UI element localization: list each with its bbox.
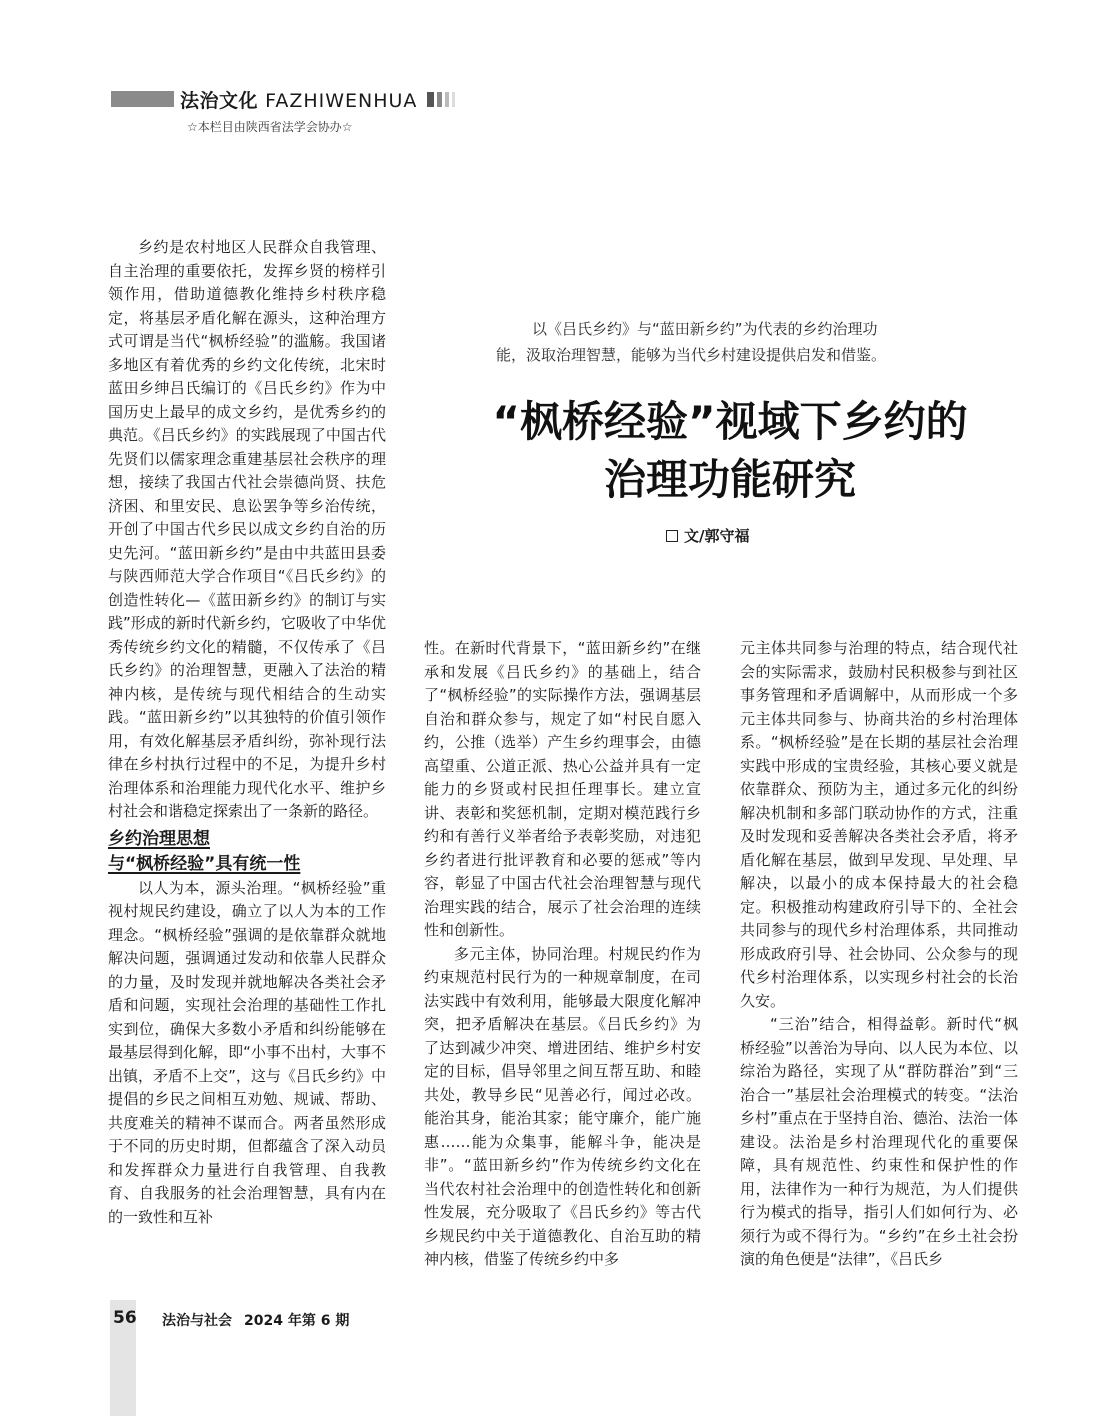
- article-title: [430, 393, 1030, 509]
- column-header: [180, 86, 417, 113]
- paragraph: 乡约是农村地区人民群众自我管理、自主治理的重要依托，发挥乡贤的榜样引领作用，借助道德教化维持乡村秩序稳定，将基层矛盾化解在源头，这种治理方式可谓是当代“枫桥经验”的滥觞。我国诸多地区有着优秀的乡约文化传统，北宋时蓝田乡绅吕氏编订的《吕氏乡约》作为中国历史上最早的成文乡约，是优秀乡约的典范。《吕氏乡约》的实践展现了中国古代先贤们以儒家理念重建基层社会秩序的理想，接续了我国古代社会崇德尚贤、扶危济困、和里安民、息讼罢争等乡治传统，开创了中国古代乡民以成文乡约自治的历史先河。“蓝田新乡约”是由中共蓝田县委与陕西师范大学合作项目“《吕氏乡约》的创造性转化—《蓝田新乡约》的制订与实践”形成的新时代新乡约，它吸收了中华优秀传统乡约文化的精髓，不仅传承了《吕氏乡约》的治理智慧，更融入了法治的精神内核，是传统与现代相结合的生动实践。“蓝田新乡约”以其独特的价值引领作用，有效化解基层矛盾纠纷，弥补现行法律在乡村执行过程中的不足，为提升乡村治理体系和治理能力现代化水平、维护乡村社会和谐稳定探索出了一条新的路径。: [108, 238, 386, 820]
- paragraph: “三治”结合，相得益彰。新时代“枫桥经验”以善治为导向、以人民为本位、以综治为路径，实现了从“群防群治”到“三治合一”基层社会治理模式的转变。“法治乡村”重点在于坚持自治、德治、法治一体建设。法治是乡村治理现代化的重要保障，具有规范性、约束性和保护性的作用，法律作为一种行为规范，为人们提供行为模式的指导，指引人们如何行为、必须行为或不得行为。“乡约”在乡土社会扮演的角色便是“法律”，《吕氏乡: [740, 1015, 1018, 1268]
- paragraph: 以人为本，源头治理。“枫桥经验”重视村规民约建设，确立了以人为本的工作理念。“枫桥经验”强调的是依靠群众就地解决问题，强调通过发动和依靠人民群众的力量，及时发现并就地解决各类社会矛盾和问题，实现社会治理的基础性工作扎实到位，确保大多数小矛盾和纠纷能够在最基层得到化解，即“小事不出村，大事不出镇，矛盾不上交”，这与《吕氏乡约》中提倡的乡民之间相互劝勉、规诫、帮助、共度难关的精神不谋而合。两者虽然形成于不同的历史时期，但都蕴含了深入动员和发挥群众力量进行自我管理、自我教育、自我服务的社会治理智慧，具有内在的一致性和互补: [108, 878, 386, 1226]
- column-1: [108, 236, 386, 1229]
- title-line-2: 治理功能研究: [603, 455, 856, 504]
- journal-name: 法治与社会: [162, 1313, 232, 1329]
- header-marks: [427, 92, 458, 107]
- square-icon: [666, 530, 678, 542]
- journal-issue: 2024 年第 6 期: [244, 1313, 350, 1329]
- section-heading-line-2: 与“枫桥经验”具有统一性: [108, 853, 301, 874]
- author-name: 文/郭守福: [684, 527, 750, 545]
- column-3: [740, 637, 1018, 1272]
- section-heading-line-1: 乡约治理思想: [108, 828, 210, 849]
- title-line-1: “枫桥经验”视域下乡约的: [492, 397, 968, 446]
- column-2: [424, 637, 701, 1272]
- lead-text: [470, 316, 970, 368]
- column-sponsor: ☆本栏目由陕西省法学会协办☆: [187, 120, 353, 134]
- column-title-en: FAZHIWENHUA: [265, 90, 418, 112]
- author-byline: [666, 525, 749, 546]
- lead-line-1: 以《吕氏乡约》与“蓝田新乡约”为代表的乡约治理功: [532, 320, 878, 338]
- page-number: 56: [113, 1308, 137, 1328]
- journal-footer: [162, 1310, 349, 1330]
- column-title-cn: 法治文化: [180, 90, 259, 112]
- header-bar: [111, 91, 174, 107]
- paragraph: 性。在新时代背景下，“蓝田新乡约”在继承和发展《吕氏乡约》的基础上，结合了“枫桥经验”的实际操作方法，强调基层自治和群众参与，规定了如“村民自愿入约，公推（选举）产生乡约理事会，由德高望重、公道正派、热心公益并具有一定能力的乡贤或村民担任理事长。建立宣讲、表彰和奖惩机制，定期对模范践行乡约和有善行义举者给予表彰奖励，对违犯乡约者进行批评教育和必要的惩戒”等内容，彰显了中国古代社会治理智慧与现代治理实践的结合，展示了社会治理的连续性和创新性。: [424, 639, 701, 939]
- section-heading: [108, 827, 386, 877]
- paragraph: 元主体共同参与治理的特点，结合现代社会的实际需求，鼓励村民积极参与到社区事务管理和矛盾调解中，从而形成一个多元主体共同参与、协商共治的乡村治理体系。“枫桥经验”是在长期的基层社会治理实践中形成的宝贵经验，其核心要义就是依靠群众、预防为主，通过多元化的纠纷解决机制和多部门联动协作的方式，注重及时发现和妥善解决各类社会矛盾，将矛盾化解在基层，做到早发现、早处理、早解决，以最小的成本保持最大的社会稳定。积极推动构建政府引导下的、全社会共同参与的现代乡村治理体系，共同推动形成政府引导、社会协同、公众参与的现代乡村治理体系，以实现乡村社会的长治久安。: [740, 639, 1018, 1010]
- paragraph: 多元主体，协同治理。村规民约作为约束规范村民行为的一种规章制度，在司法实践中有效利用，能够最大限度化解冲突，把矛盾解决在基层。《吕氏乡约》为了达到减少冲突、增进团结、维护乡村安定的目标，倡导邻里之间互帮互助、和睦共处，教导乡民“见善必行，闻过必改。能治其身，能治其家；能守廉介，能广施惠……能为众集事，能解斗争，能决是非”。“蓝田新乡约”作为传统乡约文化在当代农村社会治理中的创造性转化和创新性发展，充分吸取了《吕氏乡约》等古代乡规民约中关于道德教化、自治互助的精神内核，借鉴了传统乡约中多: [424, 944, 701, 1268]
- lead-line-2: 能，汲取治理智慧，能够为当代乡村建设提供启发和借鉴。: [496, 346, 887, 364]
